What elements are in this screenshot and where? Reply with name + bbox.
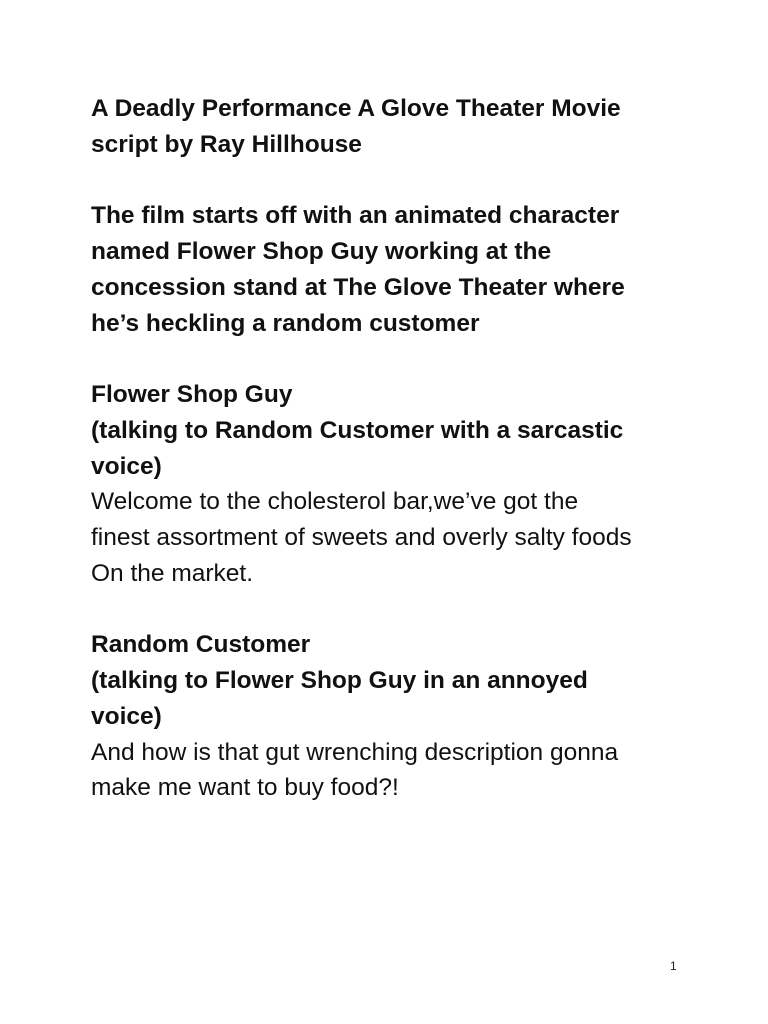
description-line: The film starts off with an animated character: [91, 202, 620, 230]
dialogue-line: Welcome to the cholesterol bar,we’ve got the: [91, 488, 579, 516]
description-line: he’s heckling a random customer: [91, 309, 480, 337]
dialogue-line: finest assortment of sweets and overly salty foods: [91, 524, 632, 552]
stage-direction-line: voice): [91, 702, 162, 730]
character-name: Random Customer: [91, 631, 311, 659]
dialogue-line: On the market.: [91, 559, 254, 587]
title-line: script by Ray Hillhouse: [91, 130, 362, 158]
dialogue-line: make me want to buy food?!: [91, 774, 399, 802]
scene-description: [91, 198, 691, 341]
title-line: A Deadly Performance A Glove Theater Movie: [91, 95, 621, 122]
stage-direction-line: (talking to Flower Shop Guy in an annoyed: [91, 667, 588, 695]
dialogue-block-random-customer: [91, 627, 691, 806]
script-content: [91, 91, 691, 842]
script-title: [91, 91, 691, 162]
description-line: concession stand at The Glove Theater where: [91, 273, 625, 301]
page-number: 1: [670, 959, 677, 973]
dialogue-block-flower-shop-guy: [91, 377, 691, 591]
stage-direction-line: (talking to Random Customer with a sarcastic: [91, 416, 624, 444]
character-name: Flower Shop Guy: [91, 381, 293, 409]
description-line: named Flower Shop Guy working at the: [91, 238, 552, 266]
stage-direction-line: voice): [91, 452, 162, 480]
dialogue-line: And how is that gut wrenching description gonna: [91, 738, 619, 766]
